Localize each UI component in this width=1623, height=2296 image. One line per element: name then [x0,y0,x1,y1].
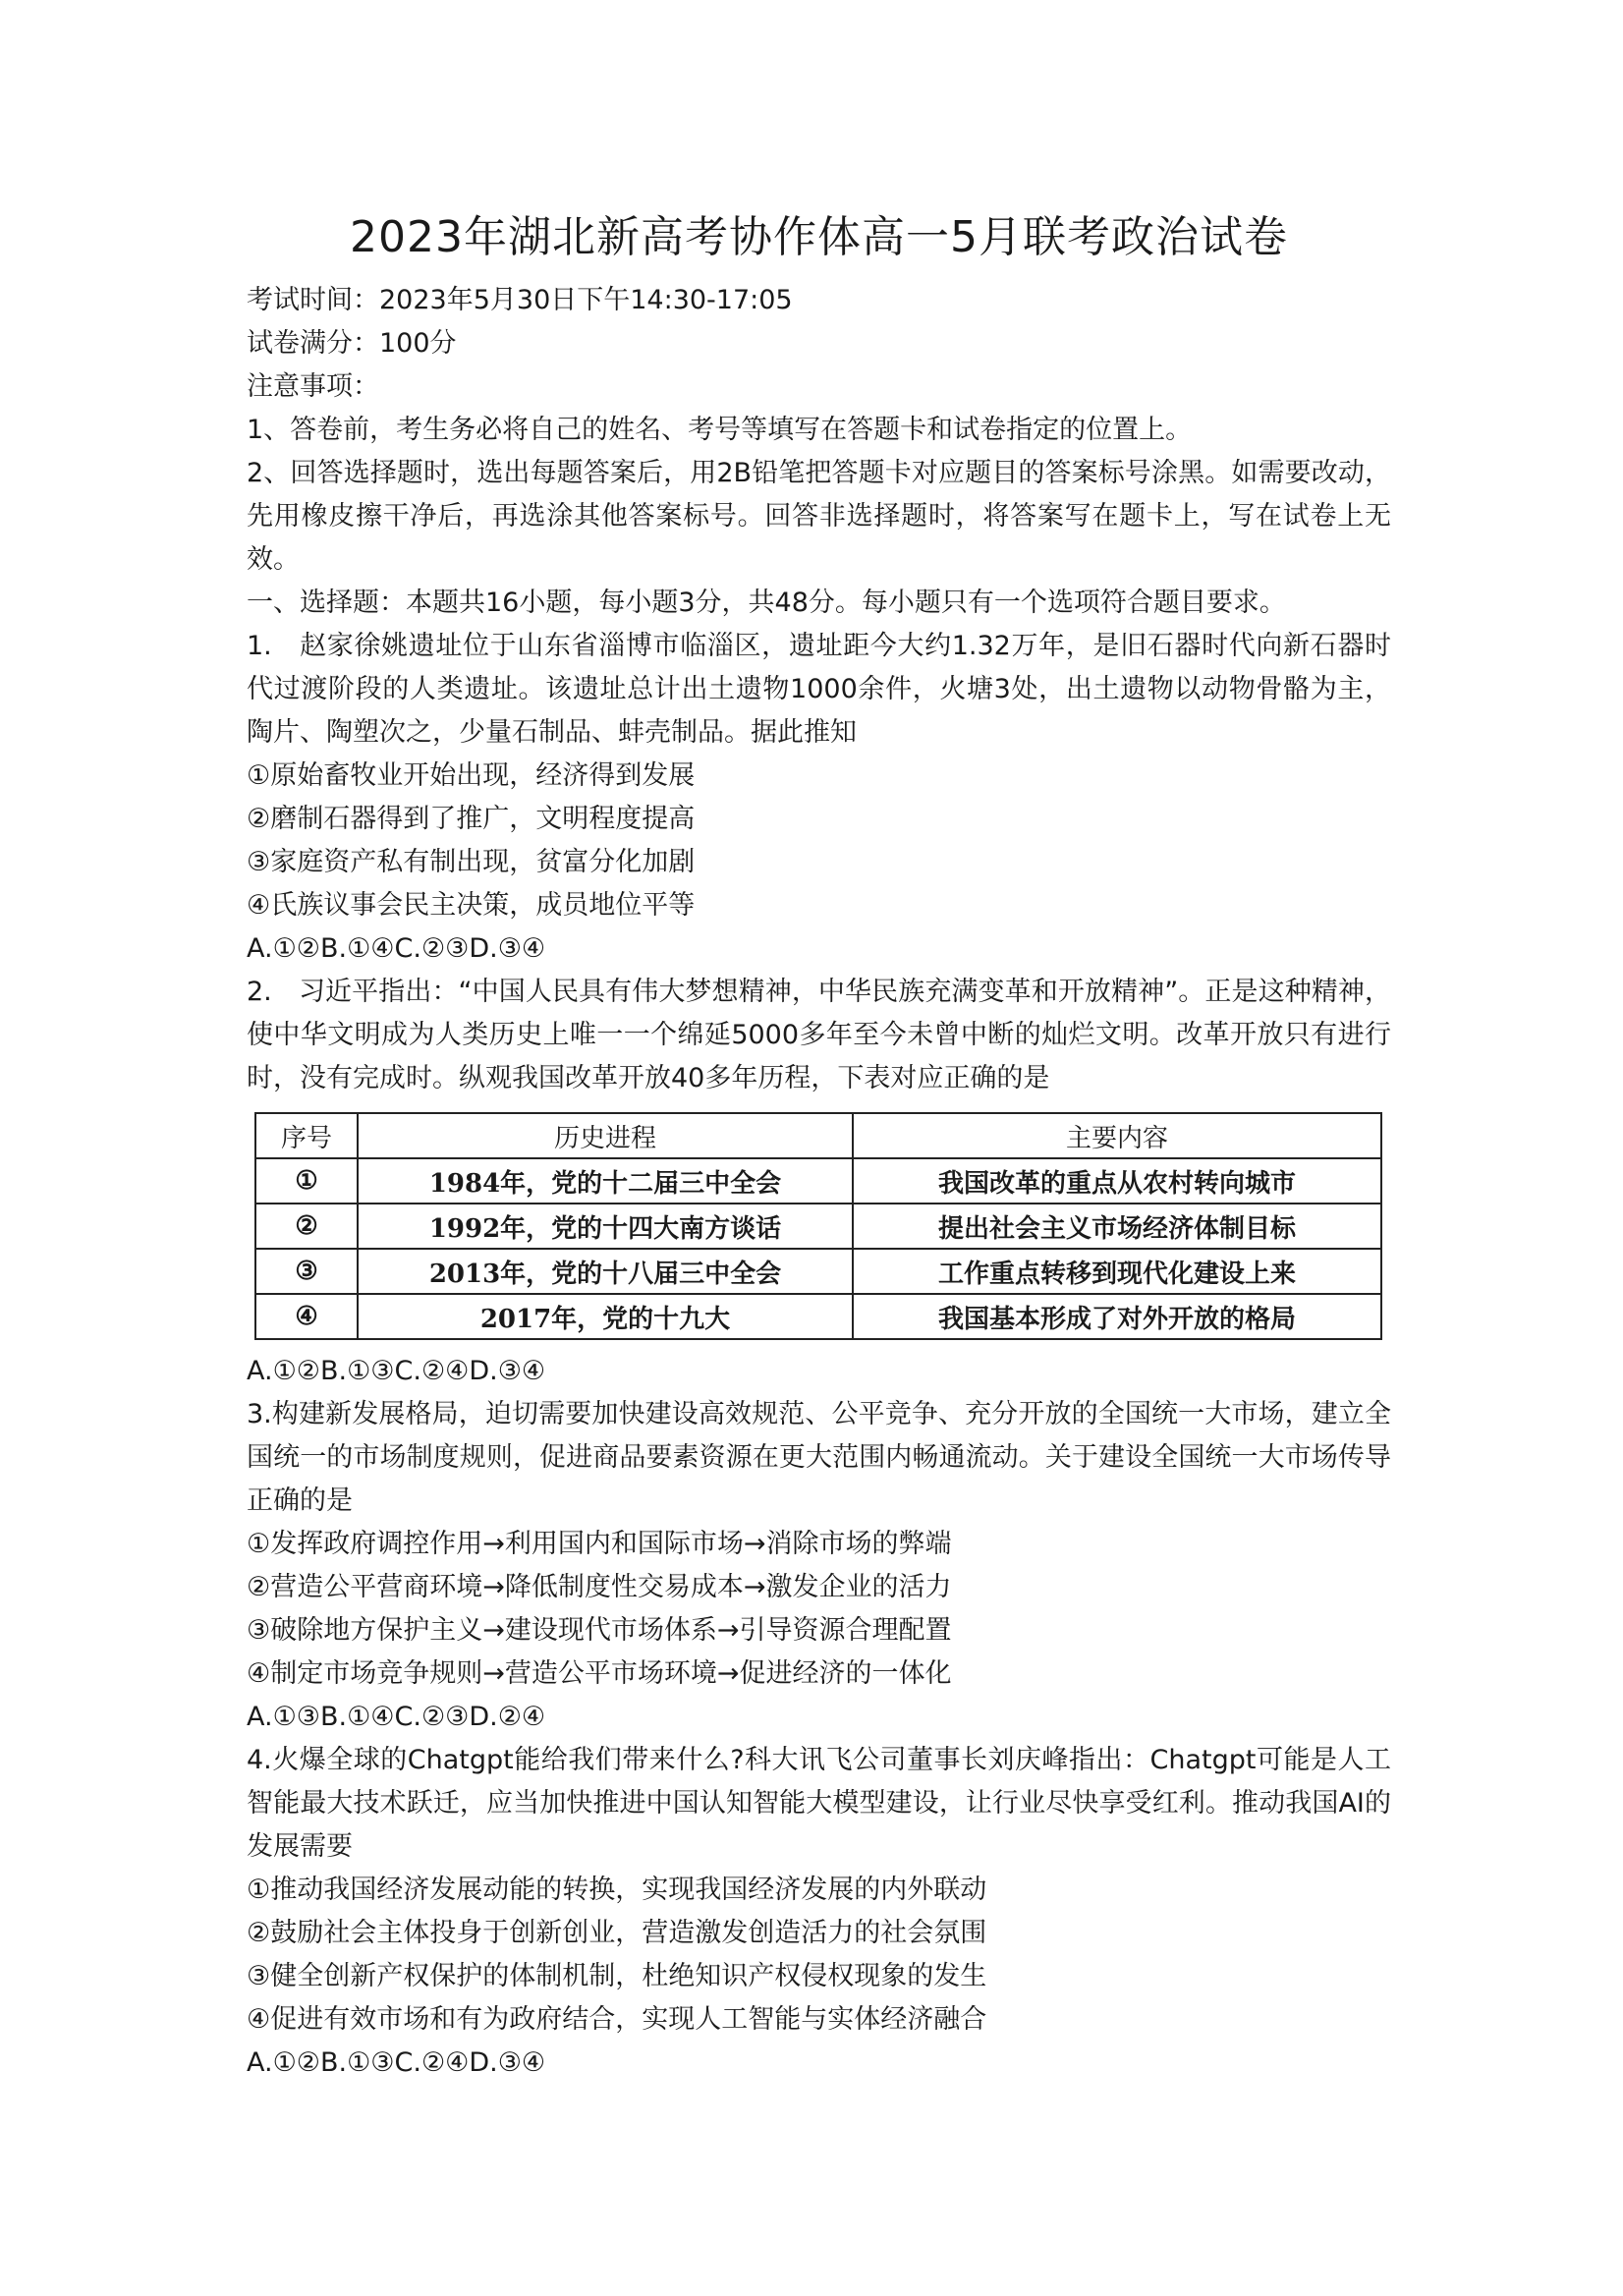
question-2 [247,971,1391,1393]
table-cell-process: 1992年，党的十四大南方谈话 [358,1204,853,1249]
question-1-stem: 1. 赵家徐姚遗址位于山东省淄博市临淄区，遗址距今大约1.32万年，是旧石器时代向新石器时代过渡阶段的人类遗址。该遗址总计出土遗物1000余件，火塘3处，出土遗物以动物骨骼为主，陶片、陶塑次之，少量石制品、蚌壳制品。据此推知 [247,631,1391,748]
question-3-option-4: ④制定市场竞争规则→营造公平市场环境→促进经济的一体化 [247,1658,952,1689]
question-1-answers: A.①②B.①④C.②③D.③④ [247,933,546,964]
question-4-option-4: ④促进有效市场和有为政府结合，实现人工智能与实体经济融合 [247,2004,987,2035]
question-4-answers: A.①②B.①③C.②④D.③④ [247,2047,546,2078]
full-score: 试卷满分：100分 [247,328,457,359]
exam-page [247,208,1391,2085]
table-cell-seq: ③ [255,1249,358,1294]
question-3-option-2: ②营造公平营商环境→降低制度性交易成本→激发企业的活力 [247,1572,952,1602]
question-2-answers: A.①②B.①③C.②④D.③④ [247,1356,546,1386]
table-cell-process: 2017年，党的十九大 [358,1294,853,1339]
table-cell-seq: ① [255,1158,358,1204]
notes-title: 注意事项： [247,371,379,402]
question-3-stem: 3.构建新发展格局，迫切需要加快建设高效规范、公平竞争、充分开放的全国统一大市场，建立全国统一的市场制度规则，促进商品要素资源在更大范围内畅通流动。关于建设全国统一大市场传导正确的是 [247,1399,1391,1516]
table-cell-process: 1984年，党的十二届三中全会 [358,1158,853,1204]
table-row [255,1158,1381,1204]
section-1-heading: 一、选择题：本题共16小题，每小题3分，共48分。每小题只有一个选项符合题目要求。 [247,588,1286,618]
table-header-content: 主要内容 [853,1113,1381,1158]
question-1-option-1: ①原始畜牧业开始出现，经济得到发展 [247,760,696,791]
table-cell-content: 我国基本形成了对外开放的格局 [853,1294,1381,1339]
table-cell-process: 2013年，党的十八届三中全会 [358,1249,853,1294]
note-1: 1、答卷前，考生务必将自己的姓名、考号等填写在答题卡和试卷指定的位置上。 [247,415,1193,445]
question-3 [247,1393,1391,1739]
question-1-option-4: ④氏族议事会民主决策，成员地位平等 [247,890,696,921]
question-1-option-2: ②磨制石器得到了推广，文明程度提高 [247,804,696,834]
question-4-option-3: ③健全创新产权保护的体制机制，杜绝知识产权侵权现象的发生 [247,1961,987,1991]
table-header-row [255,1113,1381,1158]
table-row [255,1249,1381,1294]
question-1 [247,625,1391,971]
exam-time: 考试时间：2023年5月30日下午14:30-17:05 [247,285,793,315]
question-2-stem: 2. 习近平指出：“中国人民具有伟大梦想精神，中华民族充满变革和开放精神”。正是这种精神，使中华文明成为人类历史上唯一一个绵延5000多年至今未曾中断的灿烂文明。改革开放只有进行时，没有完成时。纵观我国改革开放40多年历程，下表对应正确的是 [247,977,1392,1093]
table-cell-content: 工作重点转移到现代化建设上来 [853,1249,1381,1294]
note-2: 2、回答选择题时，选出每题答案后，用2B铅笔把答题卡对应题目的答案标号涂黑。如需要改动，先用橡皮擦干净后，再选涂其他答案标号。回答非选择题时，将答案写在题卡上，写在试卷上无效。 [247,458,1391,575]
history-table [254,1112,1382,1340]
table-cell-content: 提出社会主义市场经济体制目标 [853,1204,1381,1249]
question-3-option-1: ①发挥政府调控作用→利用国内和国际市场→消除市场的弊端 [247,1529,952,1559]
table-header-seq: 序号 [255,1113,358,1158]
exam-title: 2023年湖北新高考协作体高一5月联考政治试卷 [350,212,1288,262]
table-cell-content: 我国改革的重点从农村转向城市 [853,1158,1381,1204]
question-4-stem: 4.火爆全球的Chatgpt能给我们带来什么?科大讯飞公司董事长刘庆峰指出：Chatgpt可能是人工智能最大技术跃迁，应当加快推进中国认知智能大模型建设，让行业尽快享受红利。推动我国AI的发展需要 [247,1745,1391,1862]
question-1-option-3: ③家庭资产私有制出现，贫富分化加剧 [247,847,696,877]
table-header-process: 历史进程 [358,1113,853,1158]
table-cell-seq: ② [255,1204,358,1249]
question-3-option-3: ③破除地方保护主义→建设现代市场体系→引导资源合理配置 [247,1615,952,1646]
question-4-option-1: ①推动我国经济发展动能的转换，实现我国经济发展的内外联动 [247,1875,987,1905]
table-row [255,1294,1381,1339]
table-row [255,1204,1381,1249]
question-4-option-2: ②鼓励社会主体投身于创新创业，营造激发创造活力的社会氛围 [247,1918,987,1948]
question-3-answers: A.①③B.①④C.②③D.②④ [247,1702,546,1732]
question-4 [247,1739,1391,2085]
table-cell-seq: ④ [255,1294,358,1339]
